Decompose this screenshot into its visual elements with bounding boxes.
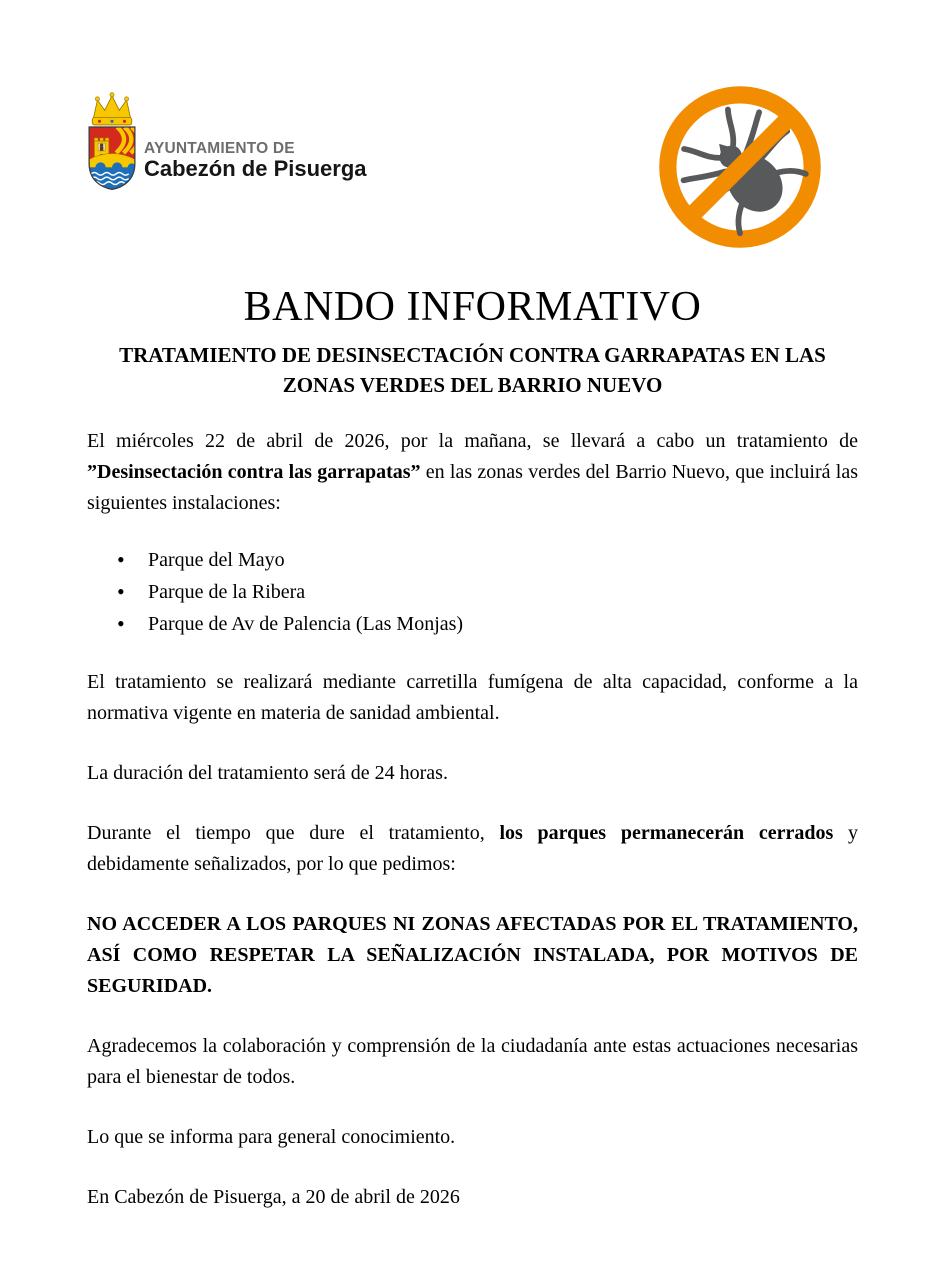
document-body bbox=[87, 282, 858, 1213]
page-title: BANDO INFORMATIVO bbox=[243, 284, 702, 330]
logo-org-label: AYUNTAMIENTO DE bbox=[144, 140, 295, 158]
intro-bold-phrase: ”Desinsectación contra las garrapatas” bbox=[87, 461, 421, 483]
paragraph-method: El tratamiento se realizará mediante carretilla fumígena de alta capacidad, conforme a la normativa vigente en materia de sanidad ambiental. bbox=[87, 671, 858, 724]
town-hall-logo bbox=[86, 90, 367, 190]
closure-text-end: y debidamente señalizados, por lo que pedimos: bbox=[87, 822, 858, 875]
logo-org-name: Cabezón de Pisuerga bbox=[144, 156, 367, 182]
parks-list bbox=[87, 544, 858, 640]
warning-bold-text: NO ACCEDER A LOS PARQUES NI ZONAS AFECTADAS POR EL TRATAMIENTO, ASÍ COMO RESPETAR LA SEÑALIZACIÓN INSTALADA, POR MOTIVOS DE SEGURIDAD. bbox=[87, 913, 858, 997]
paragraph-closure bbox=[87, 818, 858, 880]
crown bbox=[92, 93, 132, 125]
paragraph-warning bbox=[87, 909, 858, 1002]
list-item-park: • Parque de Av de Palencia (Las Monjas) bbox=[87, 608, 858, 640]
paragraph-thanks: Agradecemos la colaboración y comprensión de la ciudadanía ante estas actuaciones necesarias para el bienestar de todos. bbox=[87, 1035, 858, 1088]
paragraph-notice: Lo que se informa para general conocimiento. bbox=[87, 1126, 456, 1148]
paragraph-date-place: En Cabezón de Pisuerga, a 20 de abril de 2026 bbox=[87, 1186, 460, 1208]
list-item-park: • Parque de la Ribera bbox=[87, 576, 858, 608]
page-subtitle: TRATAMIENTO DE DESINSECTACIÓN CONTRA GARRAPATAS EN LAS ZONAS VERDES DEL BARRIO NUEVO bbox=[119, 343, 826, 397]
paragraph-duration: La duración del tratamiento será de 24 horas. bbox=[87, 762, 448, 784]
closure-bold-phrase: los parques permanecerán cerrados bbox=[499, 822, 834, 844]
list-item-park: • Parque del Mayo bbox=[87, 544, 858, 576]
intro-text-end: en las zonas verdes del Barrio Nuevo, que incluirá las siguientes instalaciones: bbox=[87, 461, 859, 514]
paragraph-intro bbox=[87, 426, 858, 519]
closure-text: Durante el tiempo que dure el tratamiento, bbox=[87, 822, 500, 844]
coat-of-arms-icon bbox=[86, 90, 138, 190]
intro-text: El miércoles 22 de abril de 2026, por la mañana, se llevará a cabo un tratamiento de bbox=[87, 430, 858, 452]
no-ticks-prohibition-icon bbox=[658, 85, 822, 249]
logo-text bbox=[144, 140, 367, 190]
